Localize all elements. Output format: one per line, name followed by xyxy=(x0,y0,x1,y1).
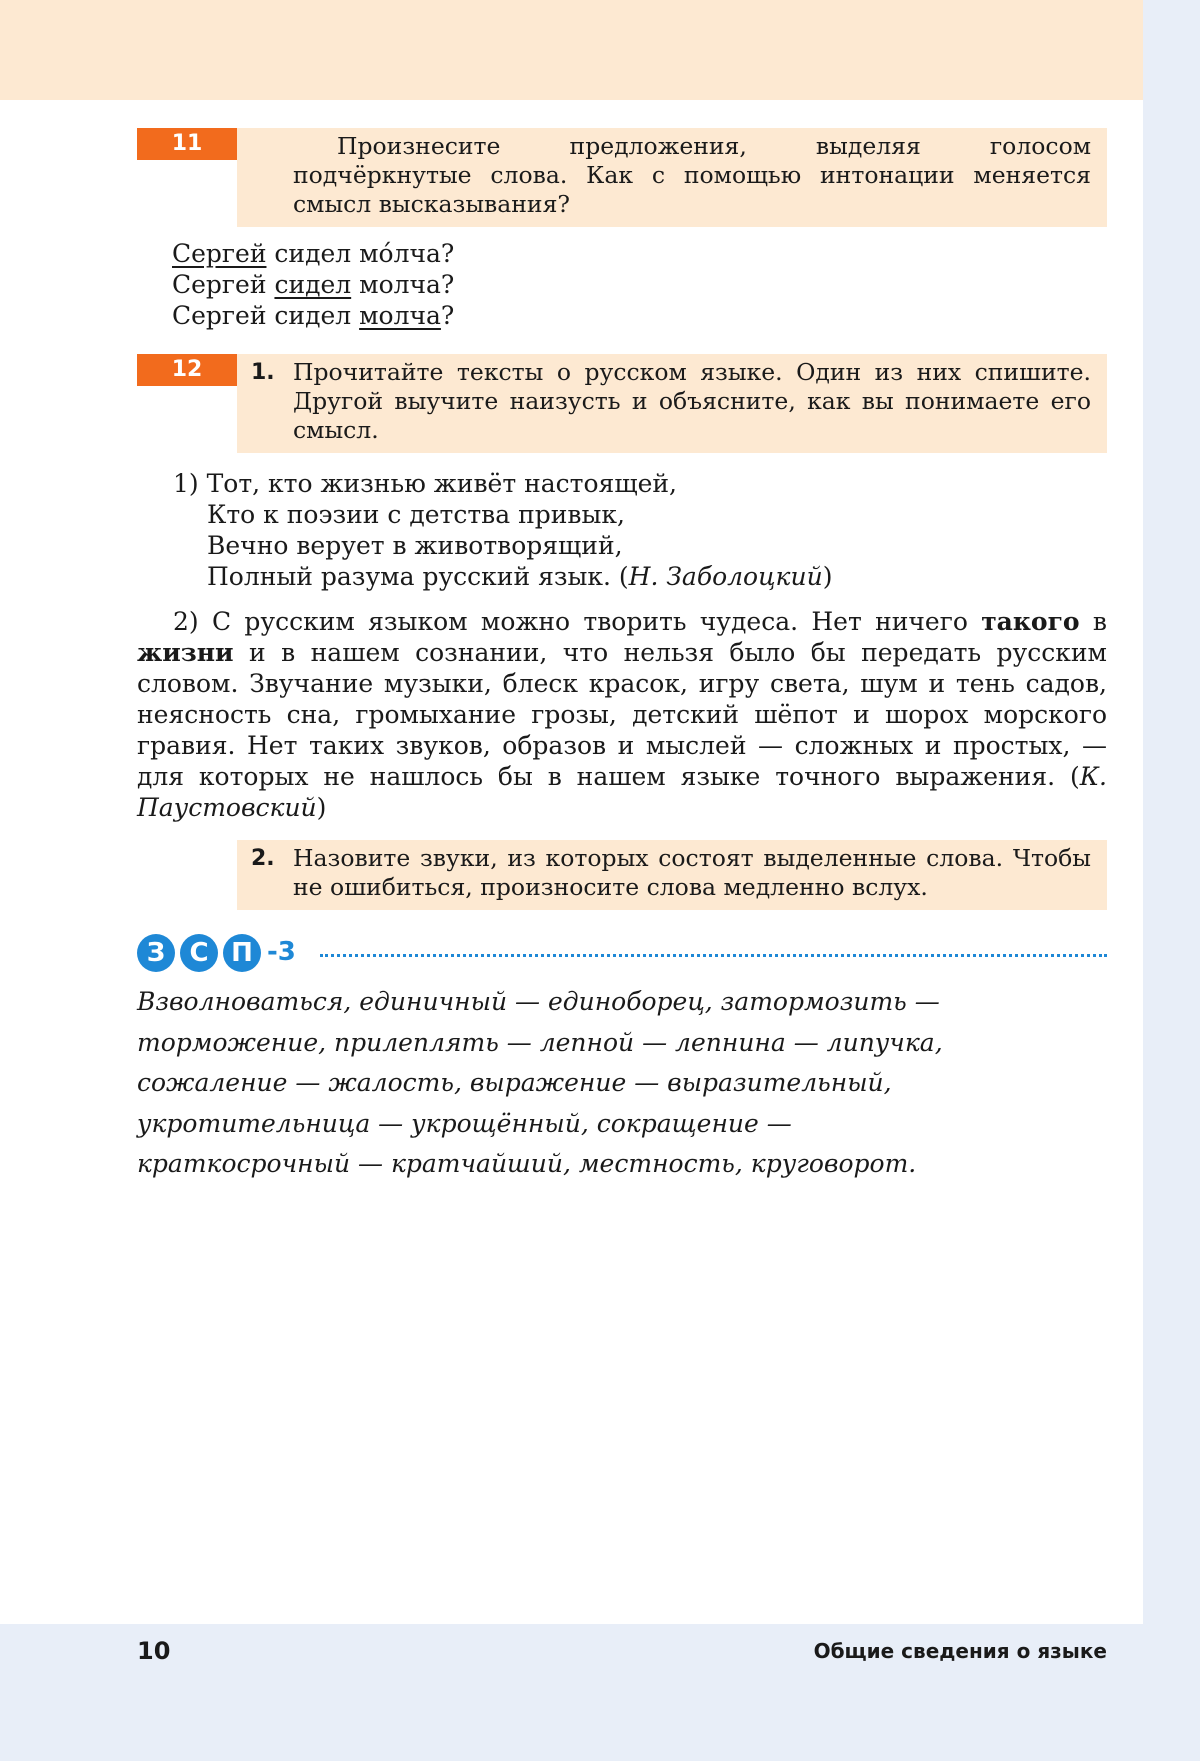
poem-line-last: Полный разума русский язык. (Н. Заболоцкий) xyxy=(207,562,833,591)
poem-line: Кто к поэзии с детства привык, xyxy=(207,500,625,529)
underlined-word: сидел xyxy=(274,270,352,299)
poem-line: Полный разума русский язык. ( xyxy=(207,562,629,591)
sentence-part: молча? xyxy=(351,270,455,299)
poem-line: Вечно верует в животворящий, xyxy=(207,531,623,560)
exercise-number-12: 12 xyxy=(137,354,237,386)
task-1-text: Прочитайте тексты о русском языке. Один из них спишите. Другой выучите наизусть и объясните, как вы понимаете его смысл. xyxy=(293,358,1091,444)
sentence-rest: сидел мо́лча? xyxy=(266,239,455,268)
sentence-part: Сергей сидел xyxy=(172,301,360,330)
prose-text: и в нашем сознании, что нельзя было бы передать русским словом. Звучание музыки, блеск красок, игру света, шум и тень садов, неясность сна, громыхание грозы, детский шёпот и шорох морского гравия. Нет таких звуков, образов и мыслей — сложных и простых, — для которых не нашлось бы в нашем языке точного выражения. ( xyxy=(137,638,1107,791)
exercise-number-11: 11 xyxy=(137,128,237,160)
exercise-11-task-text: Произнесите предложения, выделяя голосом подчёркнутые слова. Как с помощью интонации меняется смысл высказывания? xyxy=(293,132,1091,218)
poem-zabolotsky xyxy=(137,468,1107,592)
highlighted-word: жизни xyxy=(137,638,234,667)
sentence-2 xyxy=(172,269,454,300)
sentence-part: Сергей xyxy=(172,270,275,299)
morpheme-line: краткосрочный — кратчайший, местность, круговорот. xyxy=(137,1149,917,1178)
sentence-3 xyxy=(172,300,454,331)
prose-author: К. Паустовский xyxy=(137,762,1107,822)
poem-author: Н. Заболоцкий xyxy=(628,562,823,591)
zsp-circle-z: З xyxy=(137,934,175,972)
task-1-number: 1. xyxy=(251,360,275,385)
prose-paustovsky xyxy=(137,606,1107,823)
prose-paragraph xyxy=(137,606,1107,823)
poem-line: 1) Тот, кто жизнью живёт настоящей, xyxy=(173,469,677,498)
zsp-circle-s: С xyxy=(180,934,218,972)
zsp-number: -3 xyxy=(267,937,296,967)
task-2-text: Назовите звуки, из которых состоят выделенные слова. Чтобы не ошибиться, произносите слова медленно вслух. xyxy=(293,844,1091,901)
chapter-title: Общие сведения о языке xyxy=(813,1639,1107,1663)
zsp-marker xyxy=(137,934,1107,974)
highlighted-word: такого xyxy=(981,607,1080,636)
exercise-11-task xyxy=(237,128,1107,227)
task-2-number: 2. xyxy=(251,846,275,871)
morpheme-word-list xyxy=(137,982,1117,1185)
top-header-band xyxy=(0,0,1143,100)
morpheme-line: сожаление — жалость, выражение — выразительный, xyxy=(137,1068,892,1097)
task-2-row xyxy=(251,844,1091,902)
sentence-part: ? xyxy=(440,301,455,330)
underlined-word: молча xyxy=(359,301,441,330)
morpheme-line: укротительница — укрощённый, сокращение — xyxy=(137,1108,792,1138)
sentence-1 xyxy=(172,238,454,269)
dotted-divider xyxy=(320,954,1107,957)
prose-text: ) xyxy=(316,793,327,822)
morpheme-line: Взволноваться, единичный — единоборец, затормозить — xyxy=(137,987,940,1016)
zsp-circle-p: П xyxy=(223,934,261,972)
page-number: 10 xyxy=(137,1637,171,1665)
exercise-11-sentences xyxy=(172,238,454,331)
task-1-row xyxy=(251,358,1091,445)
prose-text: 2) С русским языком можно творить чудеса. Нет ничего xyxy=(173,607,982,636)
morpheme-line: торможение, прилеплять — лепной — лепнина — липучка, xyxy=(137,1027,943,1057)
prose-text: в xyxy=(1079,607,1107,636)
right-margin-strip xyxy=(1143,0,1200,1761)
exercise-12-task-1 xyxy=(237,354,1107,453)
underlined-word: Сергей xyxy=(172,239,267,268)
exercise-12-task-2 xyxy=(237,840,1107,910)
